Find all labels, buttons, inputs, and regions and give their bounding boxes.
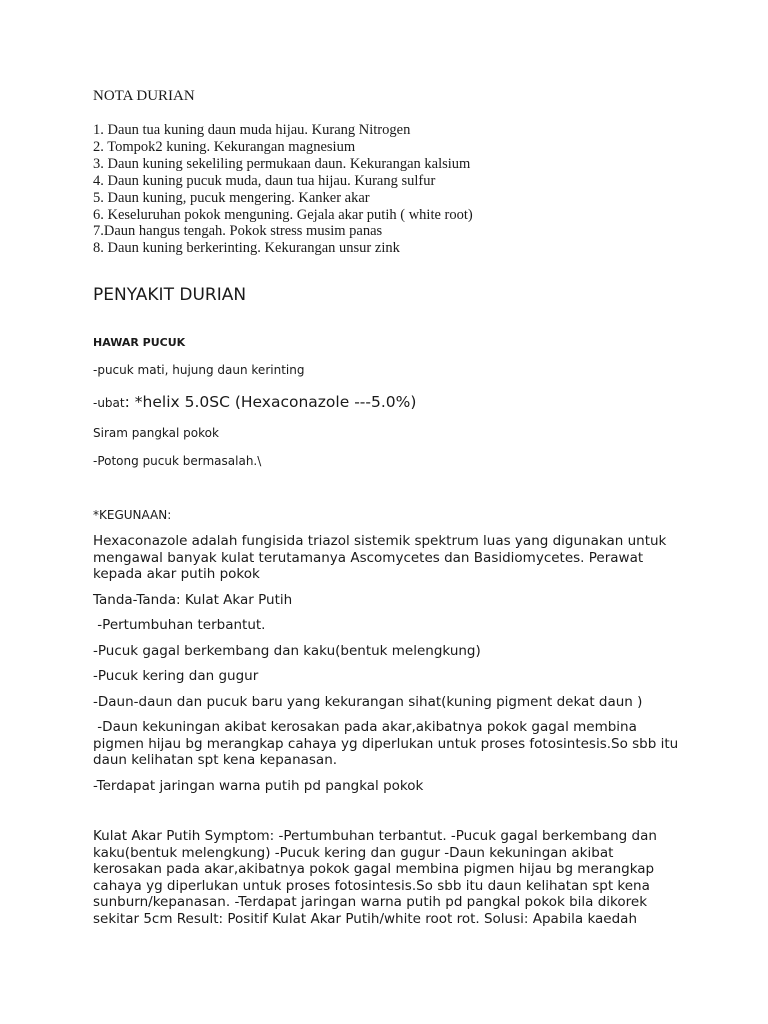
ubat-line [93,392,416,411]
hawar-pucuk-heading: HAWAR PUCUK [93,336,186,349]
symptom-item: -Daun-daun dan pucuk baru yang kekurangan sihat(kuning pigment dekat daun ) [93,694,643,710]
kegunaan-label: *KEGUNAAN: [93,508,172,522]
list-item: 6. Keseluruhan pokok menguning. Gejala akar putih ( white root) [93,206,473,223]
symptom-item: -Daun kekuningan akibat kerosakan pada akar,akibatnya pokok gagal membina pigmen hijau bg merangkap cahaya yg diperlukan untuk proses fotosintesis.So sbb itu daun kelihatan spt kena kepanasan. [93,719,683,769]
list-item: 7.Daun hangus tengah. Pokok stress musim panas [93,223,383,240]
symptom-item: -Terdapat jaringan warna putih pd pangkal pokok [93,778,424,794]
hawar-symptom-text: -pucuk mati, hujung daun kerinting [93,363,305,377]
nota-list [93,122,473,257]
ubat-label: -ubat [93,396,125,410]
list-item: 2. Tompok2 kuning. Kekurangan magnesium [93,138,356,155]
summary-paragraph: Kulat Akar Putih Symptom: -Pertumbuhan terbantut. -Pucuk gagal berkembang dan kaku(bentuk melengkung) -Pucuk kering dan gugur -Daun kekuningan akibat kerosakan pada akar,akibatnya pokok gagal membina pigmen hijau bg merangkap cahaya yg diperlukan untuk proses fotosintesis.So sbb itu daun kelihatan spt kena sunburn/kepanasan. -Terdapat jaringan warna putih pd pangkal pokok bila dikorek sekitar 5cm Result: Positif Kulat Akar Putih/white root rot. Solusi: Apabila kaedah [93,828,657,927]
tanda-heading: Tanda-Tanda: Kulat Akar Putih [93,592,293,608]
list-item: 4. Daun kuning pucuk muda, daun tua hijau. Kurang sulfur [93,172,436,189]
list-item: 5. Daun kuning, pucuk mengering. Kanker akar [93,189,370,206]
list-item: 8. Daun kuning berkerinting. Kekurangan unsur zink [93,240,400,257]
ubat-value: : *helix 5.0SC (Hexaconazole ---5.0%) [124,393,417,411]
symptom-item: -Pucuk kering dan gugur [93,668,259,684]
siram-text: Siram pangkal pokok [93,426,219,440]
symptom-item: -Pertumbuhan terbantut. [93,617,266,633]
symptom-item: -Pucuk gagal berkembang dan kaku(bentuk melengkung) [93,643,481,659]
list-item: 3. Daun kuning sekeliling permukaan daun. Kekurangan kalsium [93,155,471,172]
list-item: 1. Daun tua kuning daun muda hijau. Kurang Nitrogen [93,122,411,138]
potong-text: -Potong pucuk bermasalah.\ [93,454,262,468]
nota-title: NOTA DURIAN [93,88,195,104]
hexaconazole-paragraph: Hexaconazole adalah fungisida triazol sistemik spektrum luas yang digunakan untuk mengawal banyak kulat terutamanya Ascomycetes dan Basidiomycetes. Perawat kepada akar putih pokok [93,533,667,583]
penyakit-title: PENYAKIT DURIAN [93,285,247,305]
